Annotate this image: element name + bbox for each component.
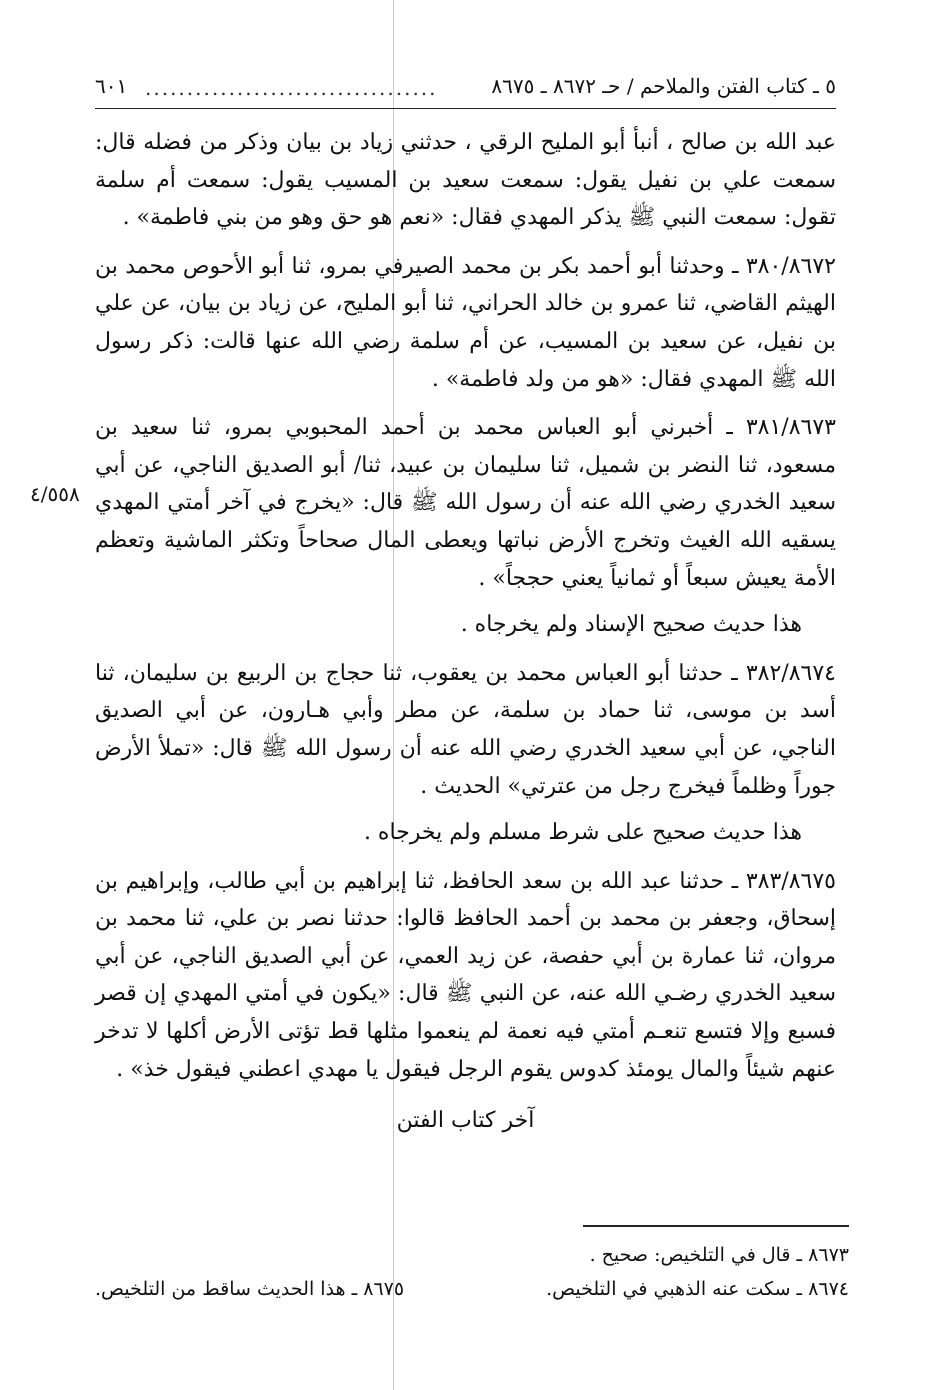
footnote-8675: ٨٦٧٥ ـ هذا الحديث ساقط من التلخيص. bbox=[95, 1278, 405, 1300]
footnote-8674: ٨٦٧٤ ـ سكت عنه الذهبي في التلخيص. bbox=[546, 1278, 849, 1300]
hadith-8673: ٣٨١/٨٦٧٣ ـ أخبرني أبو العباس محمد بن أحمد المحبوبي بمرو، ثنا سعيد بن مسعود، ثنا النضر بن شميل، ثنا سليمان بن عبيد، ثنا/ أبو الصديق الناجي، عن أبي سعيد الخدري رضي الله عنه أن رسول الله ﷺ قال: «يخرج في آخر أمتي المهدي يسقيه الله الغيث وتخرج الأرض نباتها ويعطى المال صحاحاً وتكثر الماشية وتعظم الأمة يعيش سبعاً أو ثمانياً يعني حججاً» . bbox=[95, 415, 836, 591]
verdict-8673: هذا حديث صحيح الإسناد ولم يخرجاه . bbox=[460, 612, 802, 638]
footnote-separator bbox=[583, 1225, 849, 1227]
footnote-8673: ٨٦٧٣ ـ قال في التلخيص: صحيح . bbox=[589, 1244, 849, 1266]
page-number: ٦٠١ bbox=[95, 74, 128, 98]
paragraph-continuation: عبد الله بن صالح ، أنبأ أبو المليح الرقي ، حدثني زياد بن بيان وذكر من فضله قال: سمعت علي بن نفيل يقول: سمعت سعيد بن المسيب يقول: سمعت أم سلمة تقول: سمعت النبي ﷺ يذكر المهدي فقال: «نعم هو حق وهو من بني فاطمة» . bbox=[95, 130, 836, 231]
main-text bbox=[95, 124, 836, 1140]
footnote-row bbox=[95, 1272, 849, 1306]
hadith-8675: ٣٨٣/٨٦٧٥ ـ حدثنا عبد الله بن سعد الحافظ، ثنا إبراهيم بن أبي طالب، وإبراهيم بن إسحاق، وجعفر بن محمد بن أحمد الحافظ قالوا: حدثنا نصر بن علي، ثنا محمد بن مروان، ثنا عمارة بن أبي حفصة، عن زيد العمي، عن أبي الصديق الناجي، عن أبي سعيد الخدري رضـي الله عنه، عن النبي ﷺ قال: «يكون في أمتي المهدي إن قصر فسبع وإلا فتسع تنعـم أمتي فيه نعمة لم ينعموا مثلها قط تؤتى الأرض أكلها لا تدخر عنهم شيئاً والمال يومئذ كدوس يقوم الرجل فيقول يا مهدي اعطني فيقول خذ» . bbox=[95, 868, 836, 1082]
running-header bbox=[95, 74, 836, 109]
chapter-closing: آخر كتاب الفتن bbox=[396, 1108, 535, 1134]
hadith-8672: ٣٨٠/٨٦٧٢ ـ وحدثنا أبو أحمد بكر بن محمد الصيرفي بمرو، ثنا أبو الأحوص محمد بن الهيثم القاضي، ثنا عمرو بن خالد الحراني، ثنا أبو المليح، عن زياد بن بيان، عن علي بن نفيل، عن سعيد بن المسيب، عن أم سلمة رضي الله عنها قالت: ذكر رسول الله ﷺ المهدي فقال: «هو من ولد فاطمة» . bbox=[95, 253, 836, 392]
hadith-8674: ٣٨٢/٨٦٧٤ ـ حدثنا أبو العباس محمد بن يعقوب، ثنا حجاج بن الربيع بن سليمان، ثنا أسد بن موسى، ثنا حماد بن سلمة، عن مطر وأبي هـارون، عن أبي الصديق الناجي، عن أبي سعيد الخدري رضي الله عنه أن رسول الله ﷺ قال: «تملأ الأرض جوراً وظلماً فيخرج رجل من عترتي» الحديث . bbox=[95, 660, 836, 799]
margin-reference: ٤/٥٥٨ bbox=[30, 482, 80, 506]
header-leader-dots: ................................... bbox=[145, 76, 438, 100]
verdict-8674: هذا حديث صحيح على شرط مسلم ولم يخرجاه . bbox=[363, 820, 802, 846]
header-title: ٥ ـ كتاب الفتن والملاحم / حـ ٨٦٧٢ ـ ٨٦٧٥ bbox=[491, 74, 836, 98]
footnotes bbox=[95, 1238, 849, 1306]
